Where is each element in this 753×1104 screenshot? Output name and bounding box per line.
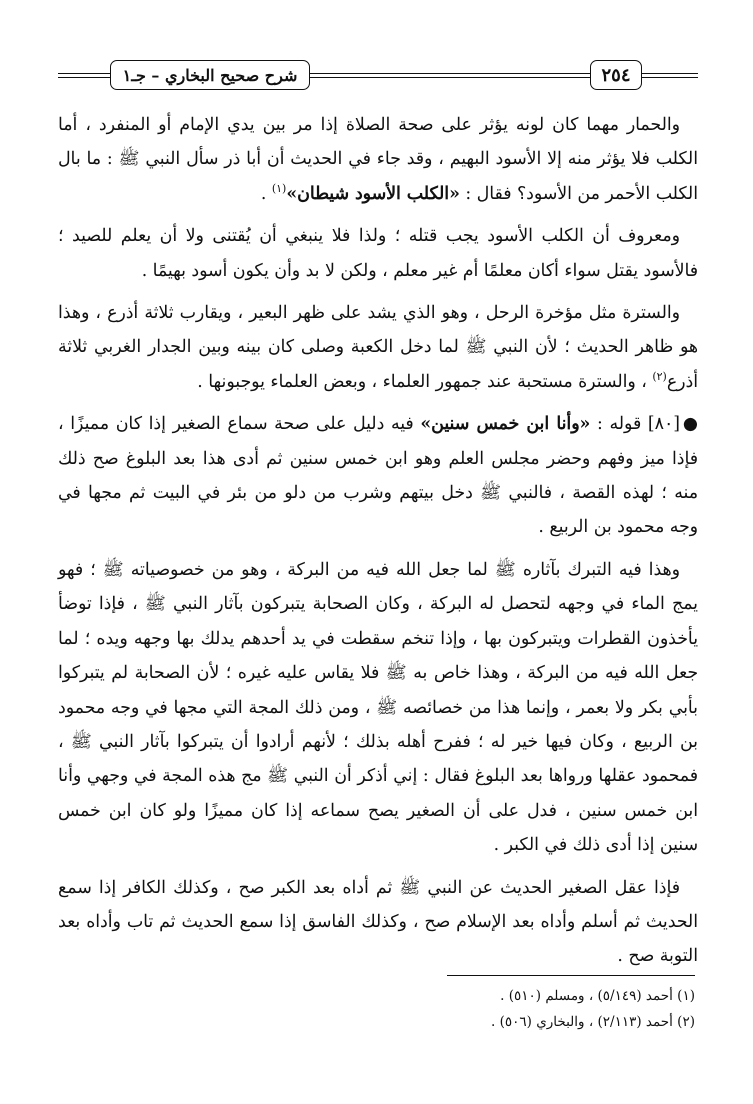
footnote-ref-2[interactable]: (٢) (652, 370, 667, 384)
paragraph-4-text: [٨٠] قوله : (590, 414, 680, 435)
page-number: ٢٥٤ (590, 60, 642, 90)
bullet-icon: ● (682, 414, 698, 435)
running-header (58, 56, 698, 96)
paragraph-1 (58, 108, 698, 211)
paragraph-2: ومعروف أن الكلب الأسود يجب قتله ؛ ولذا فلا ينبغي أن يُقتنى ولا أن يعلم للصيد ؛ فالأسود يقتل سواء أكان معلمًا أم غير معلم ، ولكن لا بد وأن يكون أسود بهيمًا . (58, 226, 698, 281)
paragraph-3 (58, 296, 698, 399)
footnote-2: (٢) أحمد (٢/١١٣) ، والبخاري (٥٠٦) . (491, 1014, 695, 1030)
hadith-quote-2: «وأنا ابن خمس سنين» (420, 414, 591, 435)
paragraph-1-end: . (260, 183, 272, 204)
page-body (58, 108, 698, 982)
paragraph-3-text: والسترة مثل مؤخرة الرحل ، وهو الذي يشد على ظهر البعير ، ويقارب ثلاثة أذرع ، وهذا هو ظاهر الحديث ؛ لأن النبي ﷺ لما دخل الكعبة وصلى كان بينه وبين الجدار الغربي ثلاثة أذرع (58, 303, 698, 392)
running-title: شرح صحيح البخاري – جـ١ (110, 60, 310, 90)
paragraph-6: فإذا عقل الصغير الحديث عن النبي ﷺ ثم أداه بعد الكبر صح ، وكذلك الكافر إذا سمع الحديث ثم أسلم وأداه بعد الإسلام صح ، وكذلك الفاسق إذا سمع الحديث ثم تاب وأداه بعد التوبة صح . (58, 877, 698, 967)
footnotes (55, 983, 695, 1035)
paragraph-4-end: فيه دليل على صحة سماع الصغير إذا كان مميزًا ، فإذا ميز وفهم وحضر مجلس العلم وهو ابن خمس سنين ثم أدى هذا بعد البلوغ صح ذلك منه ؛ لهذه القصة ، فالنبي ﷺ دخل بيتهم وشرب من دلو من بئر في البيت ثم مجها في وجه محمود بن الربيع . (58, 414, 698, 538)
paragraph-1-text: والحمار مهما كان لونه يؤثر على صحة الصلاة إذا مر بين يدي الإمام أو المنفرد ، أما الكلب فلا يؤثر منه إلا الأسود البهيم ، وقد جاء في الحديث أن أبا ذر سأل النبي ﷺ : ما بال الكلب الأحمر من الأسود؟ فقال : (58, 115, 698, 204)
footnote-divider (447, 975, 695, 976)
paragraph-3-end: ، والسترة مستحبة عند جمهور العلماء ، وبعض العلماء يوجبونها . (197, 371, 653, 392)
paragraph-5: وهذا فيه التبرك بآثاره ﷺ لما جعل الله فيه من البركة ، وهو من خصوصياته ﷺ ؛ فهو يمج الماء في وجهه لتحصل له البركة ، وكان الصحابة يتبركون بآثار النبي ﷺ ، فإذا توضأ يأخذون القطرات ويتبركون بها ، وإذا تنخم سقطت في يد أحدهم يدلك بها وجهه ويده ؛ لما جعل الله فيه من البركة ، وهذا خاص به ﷺ فلا يقاس عليه غيره ؛ لأن الصحابة لم يتبركوا بأبي بكر ولا بعمر ، وإنما هذا من خصائصه ﷺ ، ومن ذلك المجة التي مجها في وجه محمود بن الربيع ، وكان فيها خير له ؛ ففرح أهله بذلك ؛ لأنهم أرادوا أن يتبركوا بآثار النبي ﷺ ، فمحمود عقلها ورواها بعد البلوغ فقال : إني أذكر أن النبي ﷺ مج هذه المجة في وجهي وأنا ابن خمس سنين ، فدل على أن الصغير يصح سماعه إذا كان مميزًا ولو كان ابن خمس سنين إذا أدى ذلك في الكبر . (58, 559, 698, 856)
footnote-ref-1[interactable]: (١) (271, 182, 287, 196)
footnote-1: (١) أحمد (٥/١٤٩) ، ومسلم (٥١٠) . (500, 988, 695, 1004)
paragraph-4 (58, 407, 698, 545)
hadith-quote: «الكلب الأسود شيطان» (286, 183, 460, 204)
